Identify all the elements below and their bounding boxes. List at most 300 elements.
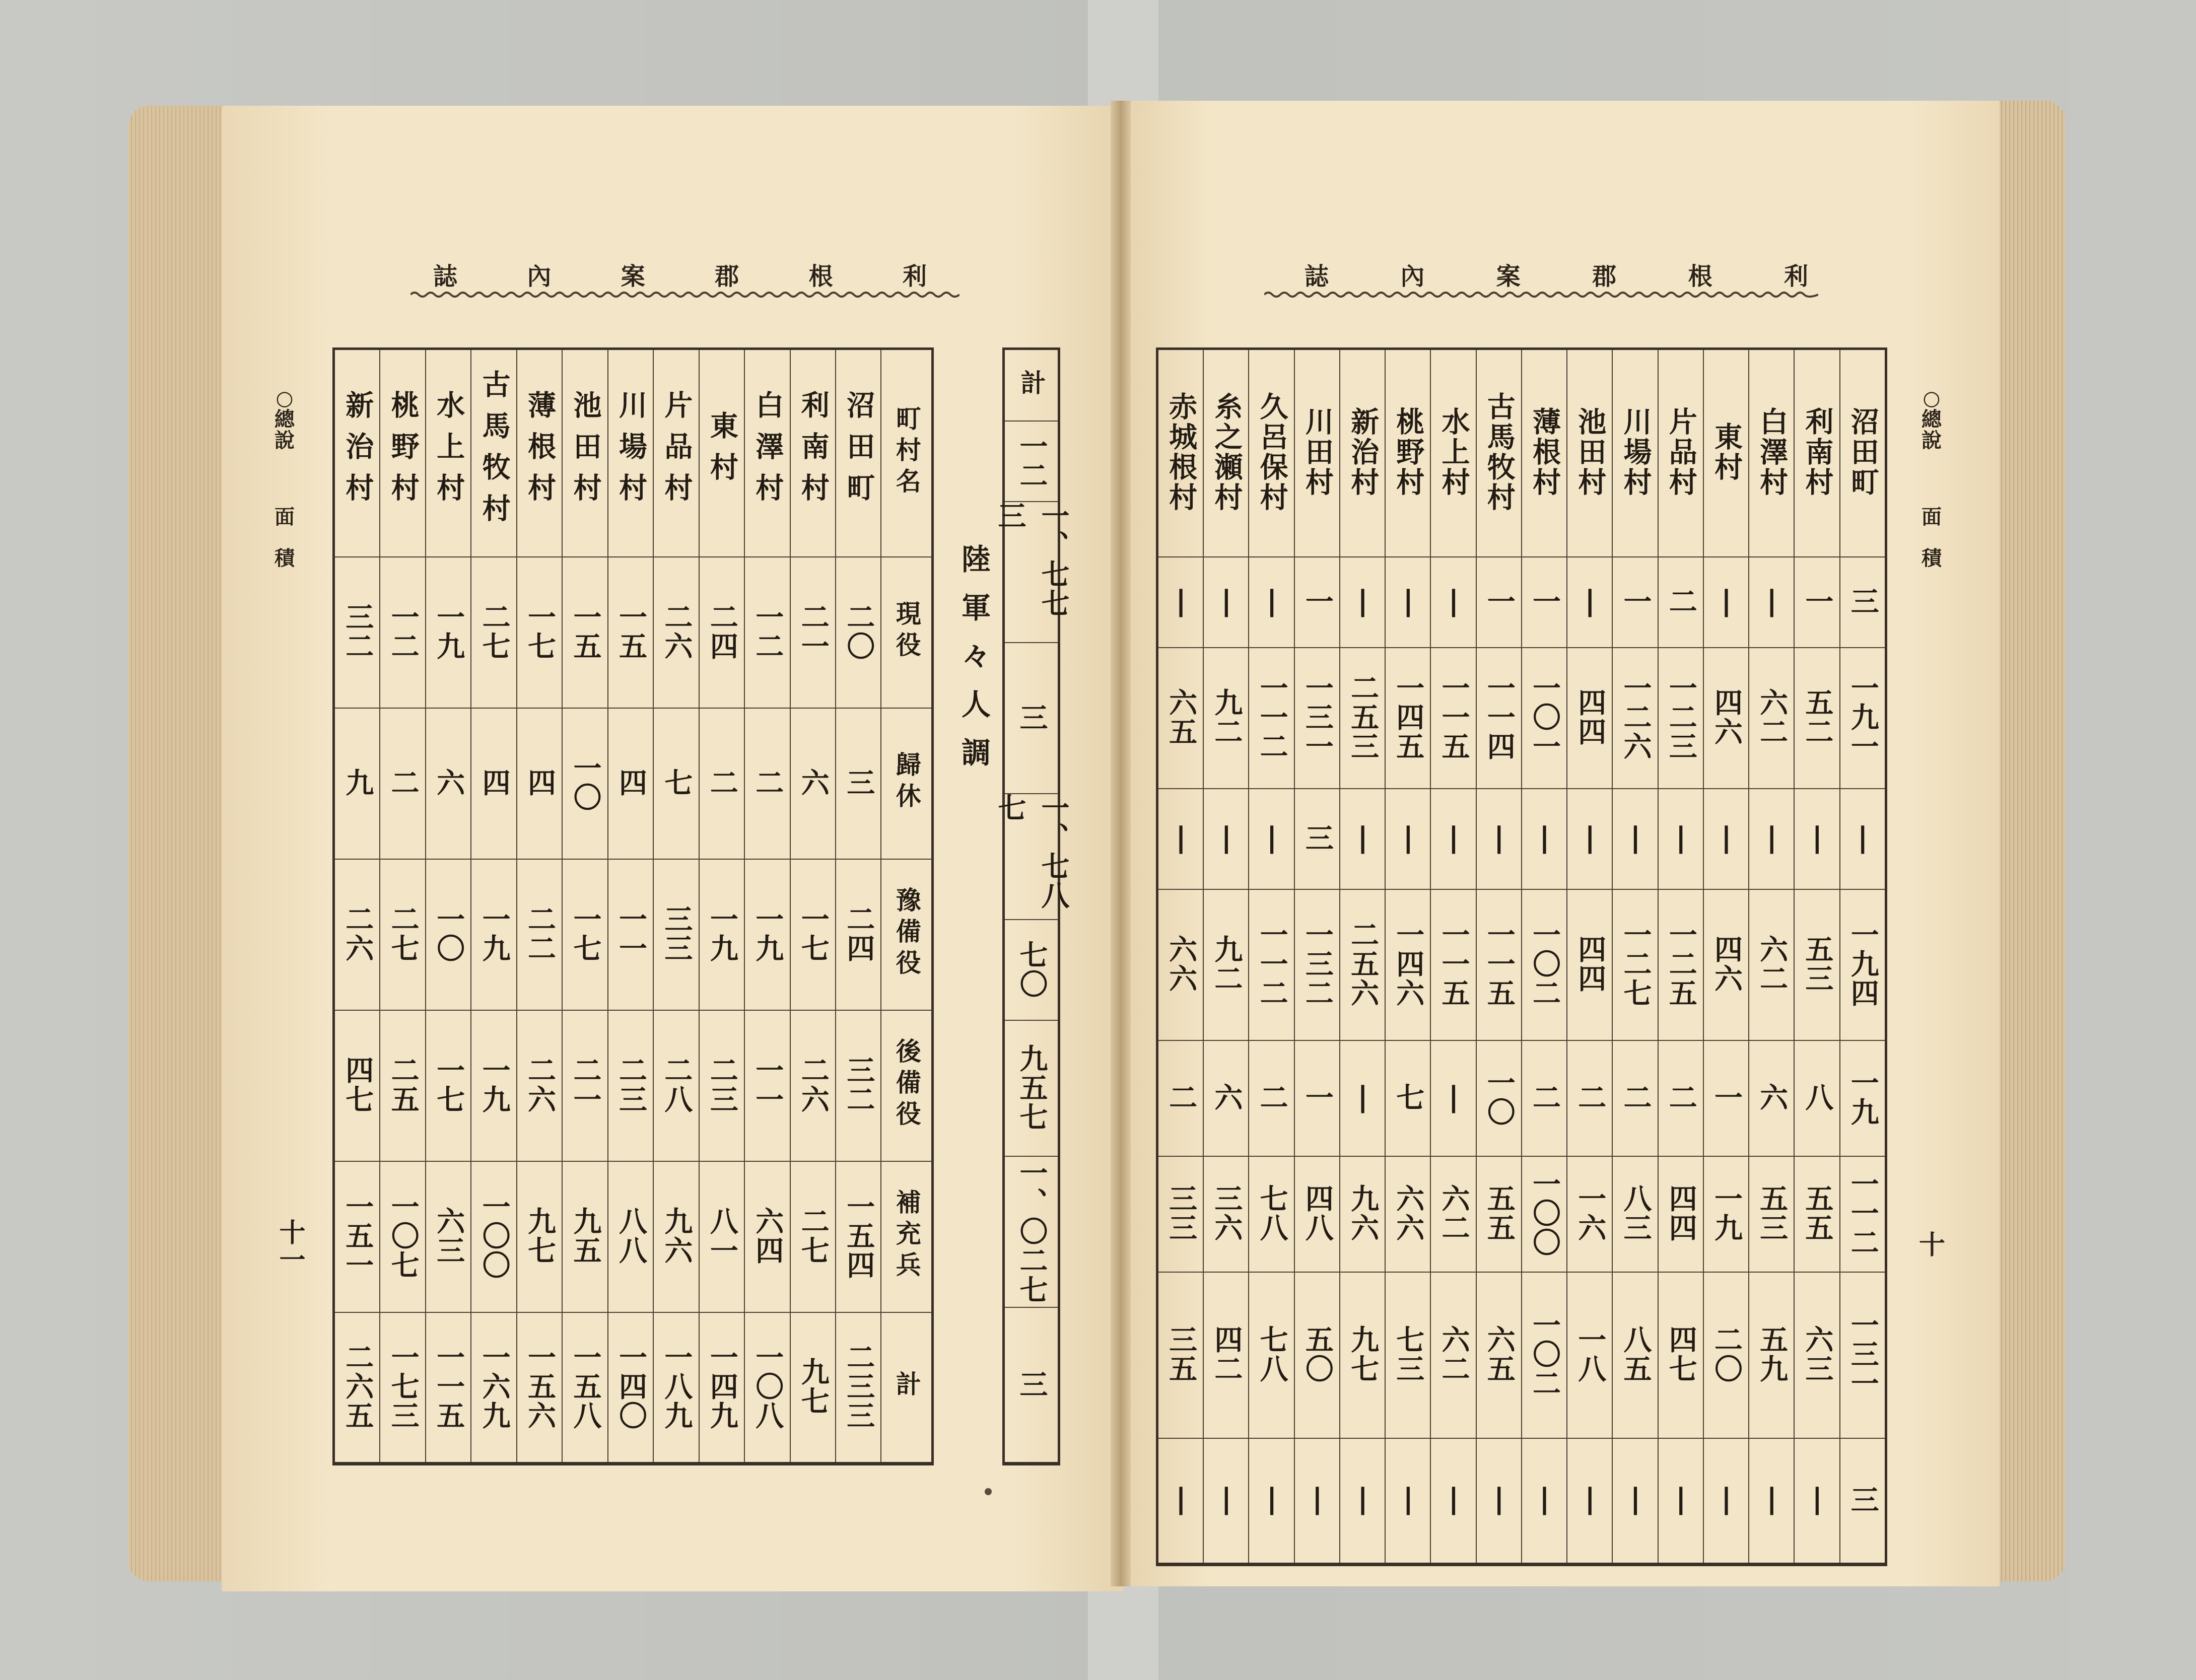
value: 二〇 (842, 602, 875, 661)
value: | (1437, 1080, 1470, 1114)
value-cell (1385, 1040, 1430, 1156)
value-cell (1476, 1156, 1522, 1272)
totals-value-cell (1005, 1156, 1058, 1308)
value-cell (1203, 648, 1249, 789)
value: 一八九 (660, 1343, 693, 1431)
value-cell (1840, 889, 1886, 1040)
value-cell (653, 557, 699, 708)
value: 九六 (660, 1207, 693, 1266)
value-cell (1157, 789, 1204, 889)
value: 一〇八 (751, 1343, 784, 1431)
village-name-cell (1430, 349, 1476, 557)
value: 一一二 (1255, 673, 1288, 761)
village-name-cell (1157, 349, 1204, 557)
value-cell (334, 1312, 380, 1463)
value: | (1346, 1483, 1380, 1517)
running-head-char: 利 (1783, 262, 1808, 291)
margin-note-char: 說 (274, 429, 295, 452)
value: | (1755, 584, 1789, 618)
value-cell (471, 557, 516, 708)
value-cell (699, 1312, 744, 1463)
value-cell (471, 1010, 516, 1161)
value: 一一四 (1482, 673, 1516, 761)
value: | (1255, 584, 1288, 618)
value: 一三二 (1300, 920, 1334, 1008)
totals-value: 一、七七三 (993, 501, 1070, 618)
value: 五二 (1801, 688, 1834, 746)
value: | (1437, 584, 1470, 618)
value-cell (1385, 1272, 1430, 1438)
value: 一九 (432, 602, 465, 661)
value-cell (1476, 1438, 1522, 1564)
value-cell (699, 1161, 744, 1312)
value: 四七 (341, 1056, 374, 1114)
value-cell (1294, 648, 1340, 789)
village-name: 利南村 (796, 390, 830, 515)
value: 二六 (523, 1056, 557, 1114)
army-table-title: 陸軍々人調 (956, 544, 991, 786)
column-header (881, 557, 932, 708)
value: 一五 (614, 602, 647, 661)
value-cell (1385, 557, 1430, 648)
village-name: 久呂保村 (1255, 392, 1288, 513)
village-name: 新治村 (341, 390, 374, 515)
value-cell (1749, 889, 1794, 1040)
value-cell (1567, 1156, 1612, 1272)
table-row (1157, 349, 1886, 557)
value: 一〇 (432, 904, 465, 963)
value: 二三三 (842, 1343, 875, 1431)
value: 二七 (477, 602, 511, 661)
value-cell (653, 859, 699, 1010)
value: 五五 (1482, 1184, 1516, 1242)
army-personnel-table (332, 347, 934, 1465)
value-cell (1794, 1156, 1839, 1272)
value: 一九一 (1846, 673, 1879, 761)
column-header-label: 補充兵 (891, 1189, 921, 1283)
value: 二 (1664, 1083, 1697, 1112)
value: 一八 (1573, 1325, 1607, 1383)
village-name: 沼田町 (842, 390, 875, 515)
value-cell (471, 859, 516, 1010)
value: 六二 (1437, 1325, 1470, 1383)
value-cell (1157, 889, 1204, 1040)
value-cell (699, 1010, 744, 1161)
value-cell (744, 1010, 790, 1161)
value-cell (608, 859, 653, 1010)
value-cell (836, 1312, 881, 1463)
value-cell (1340, 1040, 1385, 1156)
value: 八三 (1619, 1184, 1652, 1242)
value-cell (562, 859, 607, 1010)
table-row (334, 557, 933, 708)
value: 一一 (751, 1056, 784, 1114)
value-cell (1612, 889, 1658, 1040)
value-cell (1157, 1040, 1204, 1156)
value-cell (1294, 1040, 1340, 1156)
value: 二七 (386, 904, 420, 963)
value: 三五 (1164, 1325, 1198, 1383)
value: 一七 (796, 904, 830, 963)
value: 一二六 (1619, 673, 1652, 761)
column-header (881, 1312, 932, 1463)
totals-value-cell (993, 793, 1070, 920)
margin-note-char: 總 (1922, 408, 1942, 431)
value-cell (1249, 789, 1294, 889)
value-cell (1612, 557, 1658, 648)
village-name-cell (562, 349, 607, 557)
value-cell (1249, 1040, 1294, 1156)
value-cell (1658, 889, 1703, 1040)
value: | (1573, 1483, 1607, 1517)
village-name-cell (1249, 349, 1294, 557)
value: 一二 (751, 602, 784, 661)
value: 八 (1801, 1083, 1834, 1112)
table-row (334, 349, 933, 557)
village-name: 東村 (1709, 422, 1743, 482)
value: 三 (1846, 1485, 1879, 1514)
village-name: 片品村 (1664, 407, 1697, 498)
column-header (881, 1010, 932, 1161)
value: | (1210, 821, 1243, 855)
value-cell (1476, 557, 1522, 648)
value-cell (1658, 789, 1703, 889)
value: 九五 (569, 1207, 602, 1266)
value-cell (562, 1312, 607, 1463)
value: 一四五 (1392, 673, 1425, 761)
value-cell (1840, 1156, 1886, 1272)
value-cell (426, 1010, 471, 1161)
value-cell (380, 1161, 425, 1312)
village-name-cell (653, 349, 699, 557)
village-name-cell (334, 349, 380, 557)
value-cell (1567, 648, 1612, 789)
value-cell (1749, 1272, 1794, 1438)
value-cell (562, 1161, 607, 1312)
value: 二六 (341, 904, 374, 963)
village-name-cell (1612, 349, 1658, 557)
value: 一二三 (1664, 673, 1697, 761)
value: 四 (614, 768, 647, 798)
value-cell (653, 1161, 699, 1312)
value: | (1573, 584, 1607, 618)
value: 二 (1255, 1083, 1288, 1112)
village-name-cell (608, 349, 653, 557)
value-cell (426, 1161, 471, 1312)
wavy-rule-right (1264, 289, 1818, 300)
table-row (1157, 1438, 1886, 1564)
value-cell (1385, 648, 1430, 789)
value: | (1437, 821, 1470, 855)
value-cell (1476, 1272, 1522, 1438)
village-name: 桃野村 (386, 390, 420, 515)
value: 二一 (569, 1056, 602, 1114)
value: 一七 (432, 1056, 465, 1114)
village-name: 川場村 (614, 390, 647, 515)
village-name-cell (1522, 349, 1567, 557)
value-cell (1794, 889, 1839, 1040)
value-cell (1749, 1156, 1794, 1272)
value-cell (471, 1312, 516, 1463)
village-name: 池田村 (569, 390, 602, 515)
value: 一 (1619, 587, 1652, 616)
value-cell (836, 1010, 881, 1161)
value-cell (1703, 889, 1749, 1040)
value-cell (1522, 889, 1567, 1040)
value-cell (1294, 557, 1340, 648)
value-cell (1522, 1272, 1567, 1438)
value-cell (1430, 1156, 1476, 1272)
margin-note-char: 面 (274, 506, 295, 529)
running-head-char: 誌 (433, 262, 458, 291)
village-name-cell (1703, 349, 1749, 557)
table-row (1157, 1040, 1886, 1156)
value-cell (744, 1161, 790, 1312)
value: 一五八 (569, 1343, 602, 1431)
value: 二六 (796, 1056, 830, 1114)
running-head-char: 內 (1400, 262, 1425, 291)
value-cell (836, 859, 881, 1010)
village-name: 古馬牧村 (1482, 392, 1516, 513)
value: 六五 (1482, 1325, 1516, 1383)
value-cell (1749, 789, 1794, 889)
value: | (1392, 584, 1425, 618)
value-cell (1794, 789, 1839, 889)
value-cell (1385, 1156, 1430, 1272)
value-cell (1567, 789, 1612, 889)
running-head-char: 誌 (1305, 262, 1329, 291)
value-cell (1794, 557, 1839, 648)
margin-note-char: 積 (1922, 547, 1942, 570)
table-row (1157, 1272, 1886, 1438)
value-cell (1157, 1272, 1204, 1438)
table-row (334, 1010, 933, 1161)
value-cell (1703, 789, 1749, 889)
value-cell (562, 1010, 607, 1161)
value-cell (562, 557, 607, 708)
value: 三三 (660, 904, 693, 963)
value: 六六 (1392, 1184, 1425, 1242)
value: 五九 (1755, 1325, 1789, 1383)
margin-note-char: 面 (1922, 506, 1942, 529)
value-cell (744, 859, 790, 1010)
village-name-cell (471, 349, 516, 557)
value-cell (1749, 1040, 1794, 1156)
value: 六三 (1801, 1325, 1834, 1383)
village-name: 古馬牧村 (477, 370, 511, 535)
value-cell (1203, 1040, 1249, 1156)
value-cell (1522, 789, 1567, 889)
value-cell (1157, 557, 1204, 648)
value: 二五六 (1346, 920, 1380, 1008)
value-cell (1749, 1438, 1794, 1564)
value-cell (1430, 789, 1476, 889)
value-cell (1658, 648, 1703, 789)
value: 一二七 (1619, 920, 1652, 1008)
value: | (1528, 1483, 1561, 1517)
value: 一九四 (1846, 920, 1879, 1008)
page-edges-right (1995, 101, 2065, 1581)
value: 六 (432, 768, 465, 798)
value: 八八 (614, 1207, 647, 1266)
value-cell (1430, 557, 1476, 648)
table-row (1157, 557, 1886, 648)
totals-value-cell (1005, 642, 1058, 794)
value: | (1164, 1483, 1198, 1517)
value-cell (1157, 648, 1204, 789)
totals-value: 一二 (1015, 432, 1048, 490)
value: 二七 (796, 1207, 830, 1266)
value: 六 (796, 768, 830, 798)
value-cell (1567, 889, 1612, 1040)
value: 二 (1528, 1083, 1561, 1112)
value-cell (1703, 557, 1749, 648)
page-number-right: 十 (1919, 1230, 1946, 1261)
value: 九 (341, 768, 374, 798)
value: 六二 (1437, 1184, 1470, 1242)
value: 一 (1300, 1083, 1334, 1112)
value: 四七 (1664, 1325, 1697, 1383)
value: | (1346, 584, 1380, 618)
value: 三六 (1210, 1184, 1243, 1242)
value-cell (517, 1161, 562, 1312)
value-cell (1522, 1040, 1567, 1156)
value: 二 (751, 768, 784, 798)
value-cell (1840, 1272, 1886, 1438)
value: 六六 (1164, 935, 1198, 993)
table-row (334, 708, 933, 859)
value-cell (1522, 648, 1567, 789)
value: | (1755, 1483, 1789, 1517)
value-cell (1249, 889, 1294, 1040)
village-name: 川田村 (1300, 407, 1334, 498)
value-cell (380, 1010, 425, 1161)
value: 二一 (796, 602, 830, 661)
column-header (881, 1161, 932, 1312)
value-cell (1294, 789, 1340, 889)
value: 一〇二 (1528, 920, 1561, 1008)
value-cell (1612, 1438, 1658, 1564)
village-name-cell (1749, 349, 1794, 557)
value-cell (1840, 648, 1886, 789)
column-header-label: 現役 (891, 600, 921, 663)
value: 二三 (614, 1056, 647, 1114)
value: 三 (842, 768, 875, 798)
value-cell (1157, 1438, 1204, 1564)
village-name: 桃野村 (1392, 407, 1425, 498)
value-cell (790, 1010, 836, 1161)
value: 一 (1528, 587, 1561, 616)
value-cell (1749, 648, 1794, 789)
value: 五五 (1801, 1184, 1834, 1242)
value: 二〇 (1709, 1325, 1743, 1383)
column-header (881, 349, 932, 557)
value-cell (380, 1312, 425, 1463)
value: 六 (1755, 1083, 1789, 1112)
village-name-cell (1203, 349, 1249, 557)
value: | (1346, 1080, 1380, 1114)
value: 七三 (1392, 1325, 1425, 1383)
value: 二三 (705, 1056, 738, 1114)
value-cell (1294, 1156, 1340, 1272)
value: 五三 (1801, 935, 1834, 993)
value: | (1755, 821, 1789, 855)
table-row (334, 1161, 933, 1312)
value-cell (1340, 1156, 1385, 1272)
value-cell (426, 859, 471, 1010)
village-name: 沼田町 (1846, 407, 1879, 498)
value: | (1437, 1483, 1470, 1517)
value-cell (1703, 1272, 1749, 1438)
village-name-cell (380, 349, 425, 557)
value-cell (1249, 1438, 1294, 1564)
village-name-cell (1794, 349, 1839, 557)
value: 二 (705, 768, 738, 798)
value-cell (426, 557, 471, 708)
value: 三二 (341, 602, 374, 661)
value: | (1346, 821, 1380, 855)
value: 四八 (1300, 1184, 1334, 1242)
value: 一九 (477, 1056, 511, 1114)
value: | (1482, 821, 1516, 855)
column-header (881, 859, 932, 1010)
totals-value-cell (993, 501, 1070, 643)
value-cell (1476, 1040, 1522, 1156)
value: 一七三 (386, 1343, 420, 1431)
value: 一一 (614, 904, 647, 963)
value-cell (380, 557, 425, 708)
village-name: 東村 (705, 411, 738, 494)
table-row (1157, 789, 1886, 889)
value: 四 (523, 768, 557, 798)
value: 二五三 (1346, 673, 1380, 761)
value: 一九 (477, 904, 511, 963)
value: 七八 (1255, 1184, 1288, 1242)
value: | (1664, 1483, 1697, 1517)
village-name: 白澤村 (751, 390, 784, 515)
value-cell (1157, 1156, 1204, 1272)
value-cell (608, 557, 653, 708)
army-totals-column (993, 347, 1070, 1465)
village-name: 水上村 (1437, 407, 1470, 498)
value: 一四〇 (614, 1343, 647, 1431)
value: 三 (1300, 823, 1334, 853)
value: 一五 (569, 602, 602, 661)
column-header-label: 町村名 (891, 405, 921, 500)
value: 一五四 (842, 1192, 875, 1280)
value-cell (471, 708, 516, 859)
running-head-char: 內 (527, 262, 552, 291)
value: 一七 (523, 602, 557, 661)
value: | (1482, 1483, 1516, 1517)
value-cell (699, 557, 744, 708)
value: | (1164, 584, 1198, 618)
running-head-right (1305, 257, 1808, 292)
value: 九二 (1210, 935, 1243, 993)
value-cell (1203, 789, 1249, 889)
village-name: 新治村 (1346, 407, 1380, 498)
margin-note-char: 積 (274, 547, 295, 570)
value-cell (1476, 648, 1522, 789)
value-cell (1294, 1272, 1340, 1438)
value-cell (1840, 789, 1886, 889)
value-cell (1340, 648, 1385, 789)
value-cell (517, 708, 562, 859)
value-cell (1385, 789, 1430, 889)
value: | (1300, 1483, 1334, 1517)
value-cell (1522, 1156, 1567, 1272)
running-head-char: 郡 (715, 262, 739, 291)
